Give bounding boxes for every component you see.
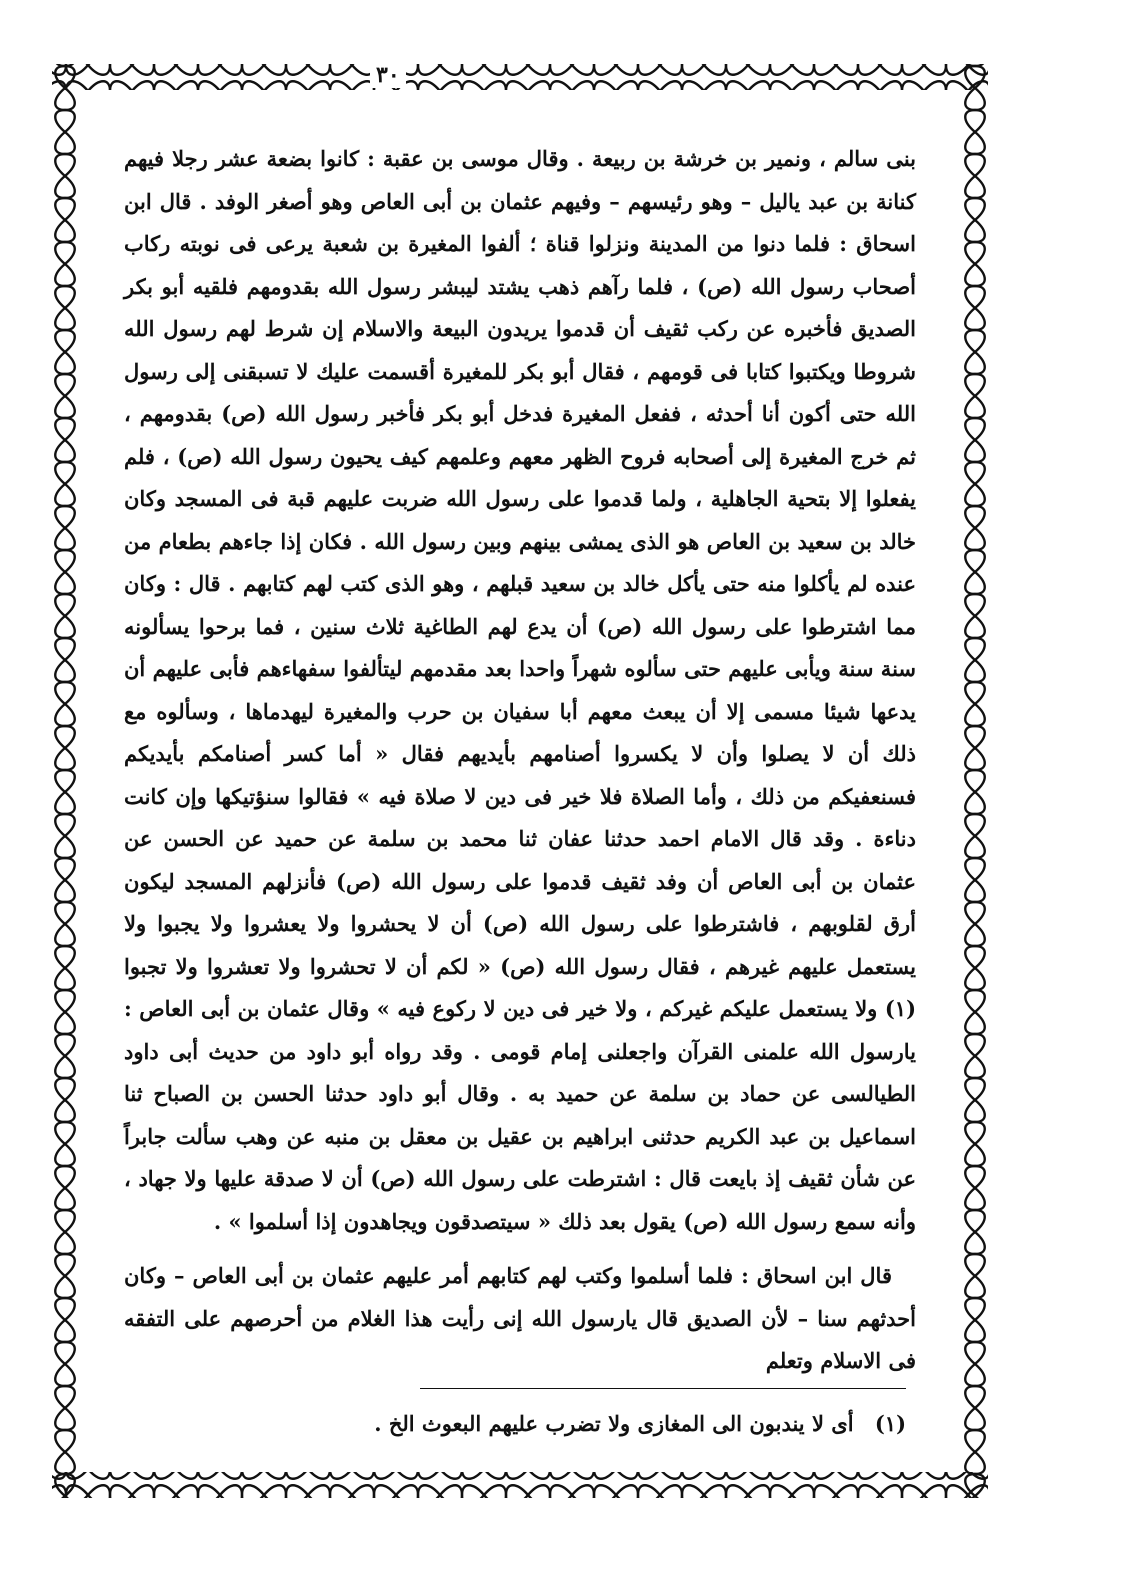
paragraph: قال ابن اسحاق : فلما أسلموا وكتب لهم كتابهم أمر عليهم عثمان بن أبى العاص – وكان أحدثهم سنا – لأن الصديق قال يارسول الله إنى رأيت هذا الغلام من أحرصهم على التفقه فى الاسلام وتعلم <box>124 1263 916 1373</box>
footnote-divider <box>420 1388 906 1389</box>
paragraph: بنى سالم ، ونمير بن خرشة بن ربيعة . وقال موسى بن عقبة : كانوا بضعة عشر رجلا فيهم كنانة بن عبد ياليل – وهو رئيسهم – وفيهم عثمان بن أبى العاص وهو أصغر الوفد . قال ابن اسحاق : فلما دنوا من المدينة ونزلوا قناة ؛ ألفوا المغيرة بن شعبة يرعى فى نوبته ركاب أصحاب رسول الله (ص) ، فلما رآهم ذهب يشتد ليبشر رسول الله بقدومهم فلقيه أبو بكر الصديق فأخبره عن ركب ثقيف أن قدموا يريدون البيعة والاسلام إن شرط لهم رسول الله شروطا ويكتبوا كتابا فى قومهم ، فقال أبو بكر للمغيرة أقسمت عليك لا تسبقنى إلى رسول الله حتى أكون أنا أحدثه ، ففعل المغيرة فدخل أبو بكر فأخبر رسول الله (ص) بقدومهم ، ثم خرج المغيرة إلى أصحابه فروح الظهر معهم وعلمهم كيف يحيون رسول الله (ص) ، فلم يفعلوا إلا بتحية الجاهلية ، ولما قدموا على رسول الله ضربت عليهم قبة فى المسجد وكان خالد بن سعيد بن العاص هو الذى يمشى بينهم وبين رسول الله . فكان إذا جاءهم بطعام من عنده لم يأكلوا منه حتى يأكل خالد بن سعيد قبلهم ، وهو الذى كتب لهم كتابهم . قال : وكان مما اشترطوا على رسول الله (ص) أن يدع لهم الطاغية ثلاث سنين ، فما برحوا يسألونه سنة سنة ويأبى عليهم حتى سألوه شهراً واحدا بعد مقدمهم ليتألفوا سفهاءهم فأبى عليهم أن يدعها شيئا مسمى إلا أن يبعث معهم أبا سفيان بن حرب والمغيرة ليهدماها ، وسألوه مع ذلك أن لا يصلوا وأن لا يكسروا أصنامهم بأيديهم فقال « أما كسر أصنامكم بأيديكم فسنعفيكم من ذلك ، وأما الصلاة فلا خير فى دين لا صلاة فيه » فقالوا سنؤتيكها وإن كانت دناءة . وقد قال الامام احمد حدثنا عفان ثنا محمد بن سلمة عن حميد عن الحسن عن عثمان بن أبى العاص أن وفد ثقيف قدموا على رسول الله (ص) فأنزلهم المسجد ليكون أرق لقلوبهم ، فاشترطوا على رسول الله (ص) أن لا يحشروا ولا يعشروا ولا يجبوا ولا يستعمل عليهم غيرهم ، فقال رسول الله (ص) « لكم أن لا تحشروا ولا تعشروا ولا تجبوا (١) ولا يستعمل عليكم غيركم ، ولا خير فى دين لا ركوع فيه » وقال عثمان بن أبى العاص : يارسول الله علمنى القرآن واجعلنى إمام قومى . وقد رواه أبو داود من حديث أبى داود الطيالسى عن حماد بن سلمة عن حميد به . وقال أبو داود حدثنا الحسن بن الصباح ثنا اسماعيل بن عبد الكريم حدثنى ابراهيم بن عقيل بن معقل بن منبه عن وهب سألت جابراً عن شأن ثقيف إذ بايعت قال : اشترطت على رسول الله (ص) أن لا صدقة عليها ولا جهاد ، وأنه سمع رسول الله (ص) يقول بعد ذلك « سيتصدقون ويجاهدون إذا أسلموا » . <box>124 146 916 1234</box>
footnote-text: أى لا يندبون الى المغازى ولا تضرب عليهم البعوث الخ . <box>374 1411 854 1436</box>
footnote-marker: (١) <box>874 1411 906 1436</box>
footnote <box>370 1404 906 1444</box>
page-number: ٣٠ <box>370 62 406 88</box>
main-text <box>124 138 916 1383</box>
